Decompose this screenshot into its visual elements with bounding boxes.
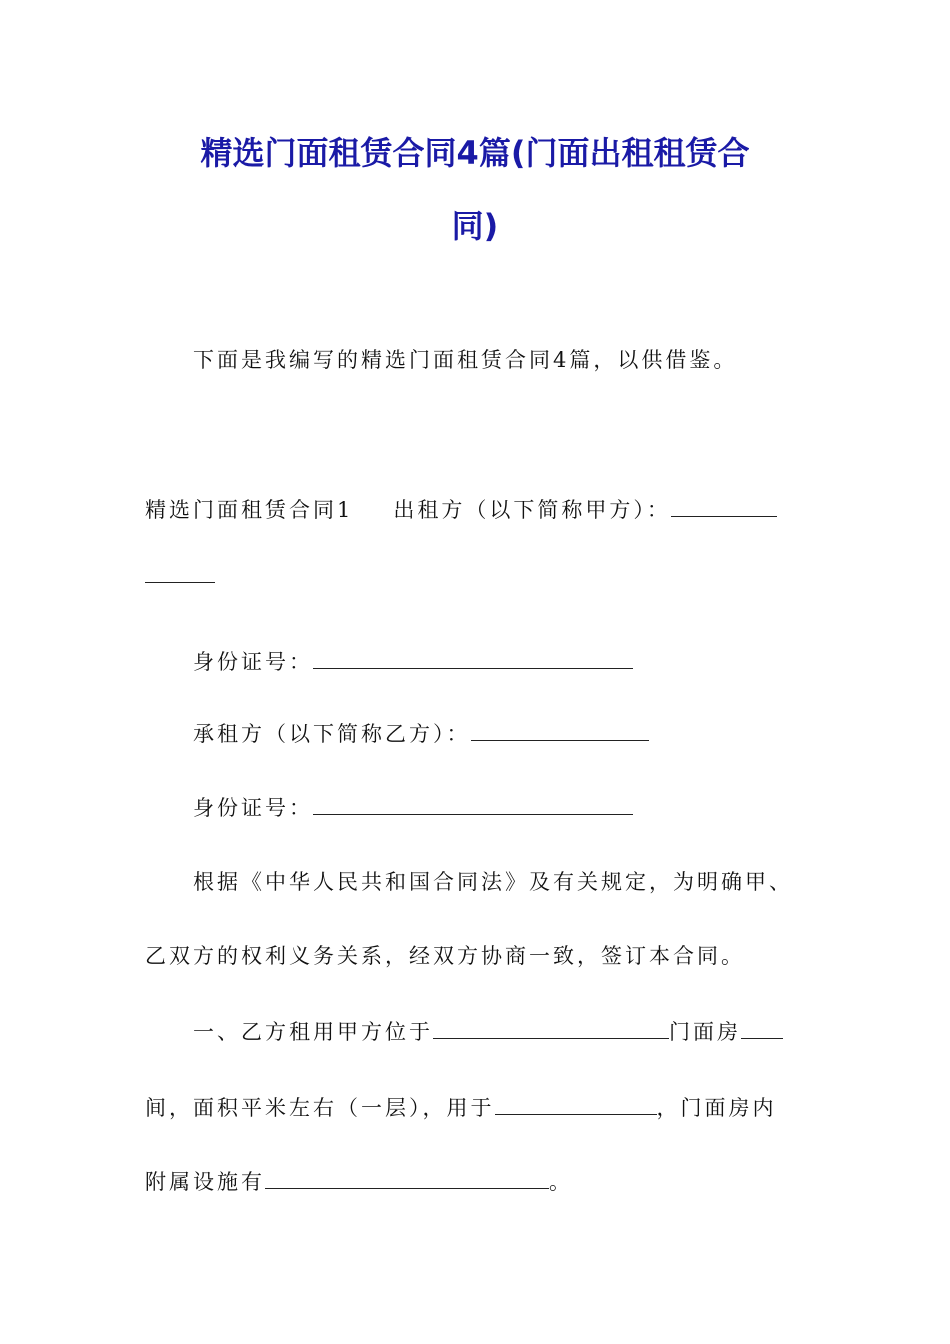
lessee-id-row — [193, 796, 805, 819]
clause-1-text-c: 间，面积平米左右（一层），用于 — [145, 1096, 495, 1120]
contract-heading: 精选门面租赁合同1 — [145, 498, 354, 522]
clause-1-text-e: 附属设施有 — [145, 1170, 265, 1194]
lessor-name-blank-cont — [145, 564, 215, 583]
lessee-name-blank — [471, 722, 649, 741]
lessor-id-blank — [313, 650, 633, 669]
clause-1-text-a: 一、乙方租用甲方位于 — [193, 1020, 433, 1044]
basis-paragraph-line-1 — [193, 872, 805, 893]
lessor-id-row — [193, 650, 805, 673]
intro-paragraph — [193, 350, 805, 371]
lessor-blank-continuation — [145, 564, 805, 587]
intro-text: 下面是我编写的精选门面租赁合同4篇，以供借鉴。 — [193, 348, 738, 372]
lessor-id-label: 身份证号： — [193, 650, 313, 674]
facilities-blank — [265, 1170, 549, 1189]
lessee-id-blank — [313, 796, 633, 815]
basis-text-2: 乙双方的权利义务关系，经双方协商一致，签订本合同。 — [145, 944, 745, 968]
basis-text-1: 根据《中华人民共和国合同法》及有关规定，为明确甲、 — [193, 870, 793, 894]
basis-paragraph-line-2 — [145, 946, 805, 967]
lessor-label: 出租方（以下简称甲方）： — [393, 498, 671, 522]
room-count-blank — [741, 1020, 783, 1039]
lessee-id-label: 身份证号： — [193, 796, 313, 820]
location-blank — [433, 1020, 669, 1039]
clause-1-text-b: 门面房 — [669, 1020, 741, 1044]
document-title-line-1: 精选门面租赁合同4篇(门面出租租赁合 — [200, 134, 750, 172]
clause-1-text-f: 。 — [549, 1170, 573, 1194]
clause-1-line-2 — [145, 1096, 805, 1119]
lessor-name-blank — [671, 498, 777, 517]
usage-blank — [495, 1096, 657, 1115]
lessee-row — [193, 722, 805, 745]
clause-1-line-3 — [145, 1170, 805, 1193]
document-title-line-2: 同) — [451, 207, 499, 245]
clause-1-line-1 — [193, 1020, 805, 1043]
clause-1-text-d: ，门面房内 — [656, 1096, 777, 1120]
contract-heading-row — [145, 498, 805, 521]
lessee-label: 承租方（以下简称乙方）： — [193, 722, 471, 746]
